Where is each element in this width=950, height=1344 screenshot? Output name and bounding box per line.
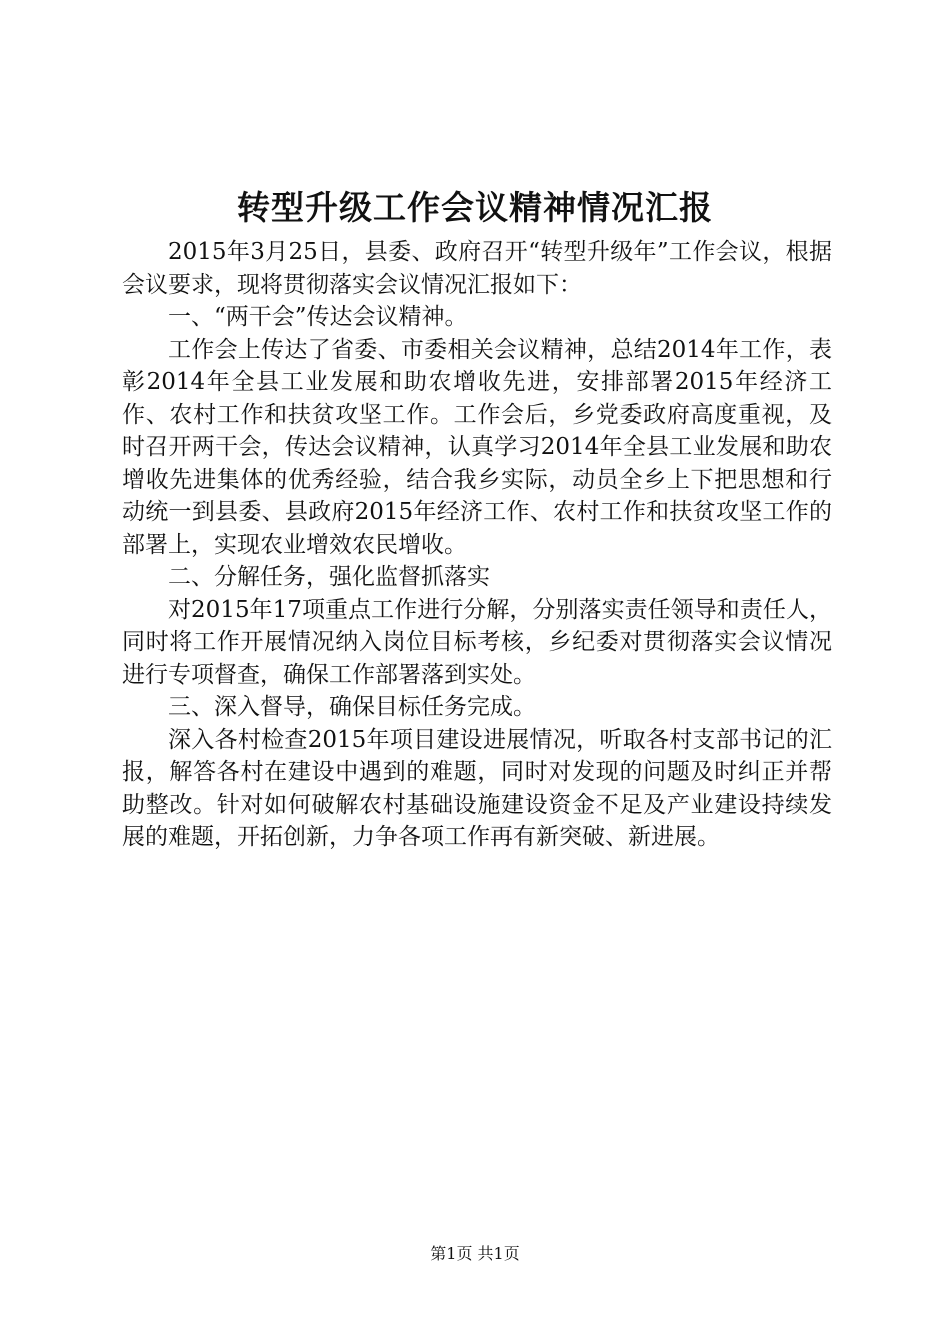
paragraph-section-1: 工作会上传达了省委、市委相关会议精神，总结2014年工作，表彰2014年全县工业发展和助农增收先进，安排部署2015年经济工作、农村工作和扶贫攻坚工作。工作会后，乡党委政府高度重视，及时召开两干会，传达会议精神，认真学习2014年全县工业发展和助农增收先进集体的优秀经验，结合我乡实际，动员全乡上下把思想和行动统一到县委、县政府2015年经济工作、农村工作和扶贫攻坚工作的部署上，实现农业增效农民增收。 <box>122 336 832 558</box>
section-heading-2: 二、分解任务，强化监督抓落实 <box>168 564 490 590</box>
document-title: 转型升级工作会议精神情况汇报 <box>237 188 713 227</box>
paragraph-section-2: 对2015年17项重点工作进行分解，分别落实责任领导和责任人，同时将工作开展情况纳入岗位目标考核，乡纪委对贯彻落实会议情况进行专项督查，确保工作部署落到实处。 <box>122 596 832 688</box>
page-footer: 第1页 共1页 <box>430 1244 520 1263</box>
paragraph-intro: 2015年3月25日，县委、政府召开“转型升级年”工作会议，根据会议要求，现将贯彻落实会议情况汇报如下： <box>122 239 832 298</box>
section-heading-3: 三、深入督导，确保目标任务完成。 <box>168 694 536 720</box>
paragraph-section-3: 深入各村检查2015年项目建设进展情况，听取各村支部书记的汇报，解答各村在建设中遇到的难题，同时对发现的问题及时纠正并帮助整改。针对如何破解农村基础设施建设资金不足及产业建设持续发展的难题，开拓创新，力争各项工作再有新突破、新进展。 <box>122 726 832 850</box>
document-body <box>122 236 832 854</box>
section-heading-1: 一、“两干会”传达会议精神。 <box>168 304 468 330</box>
